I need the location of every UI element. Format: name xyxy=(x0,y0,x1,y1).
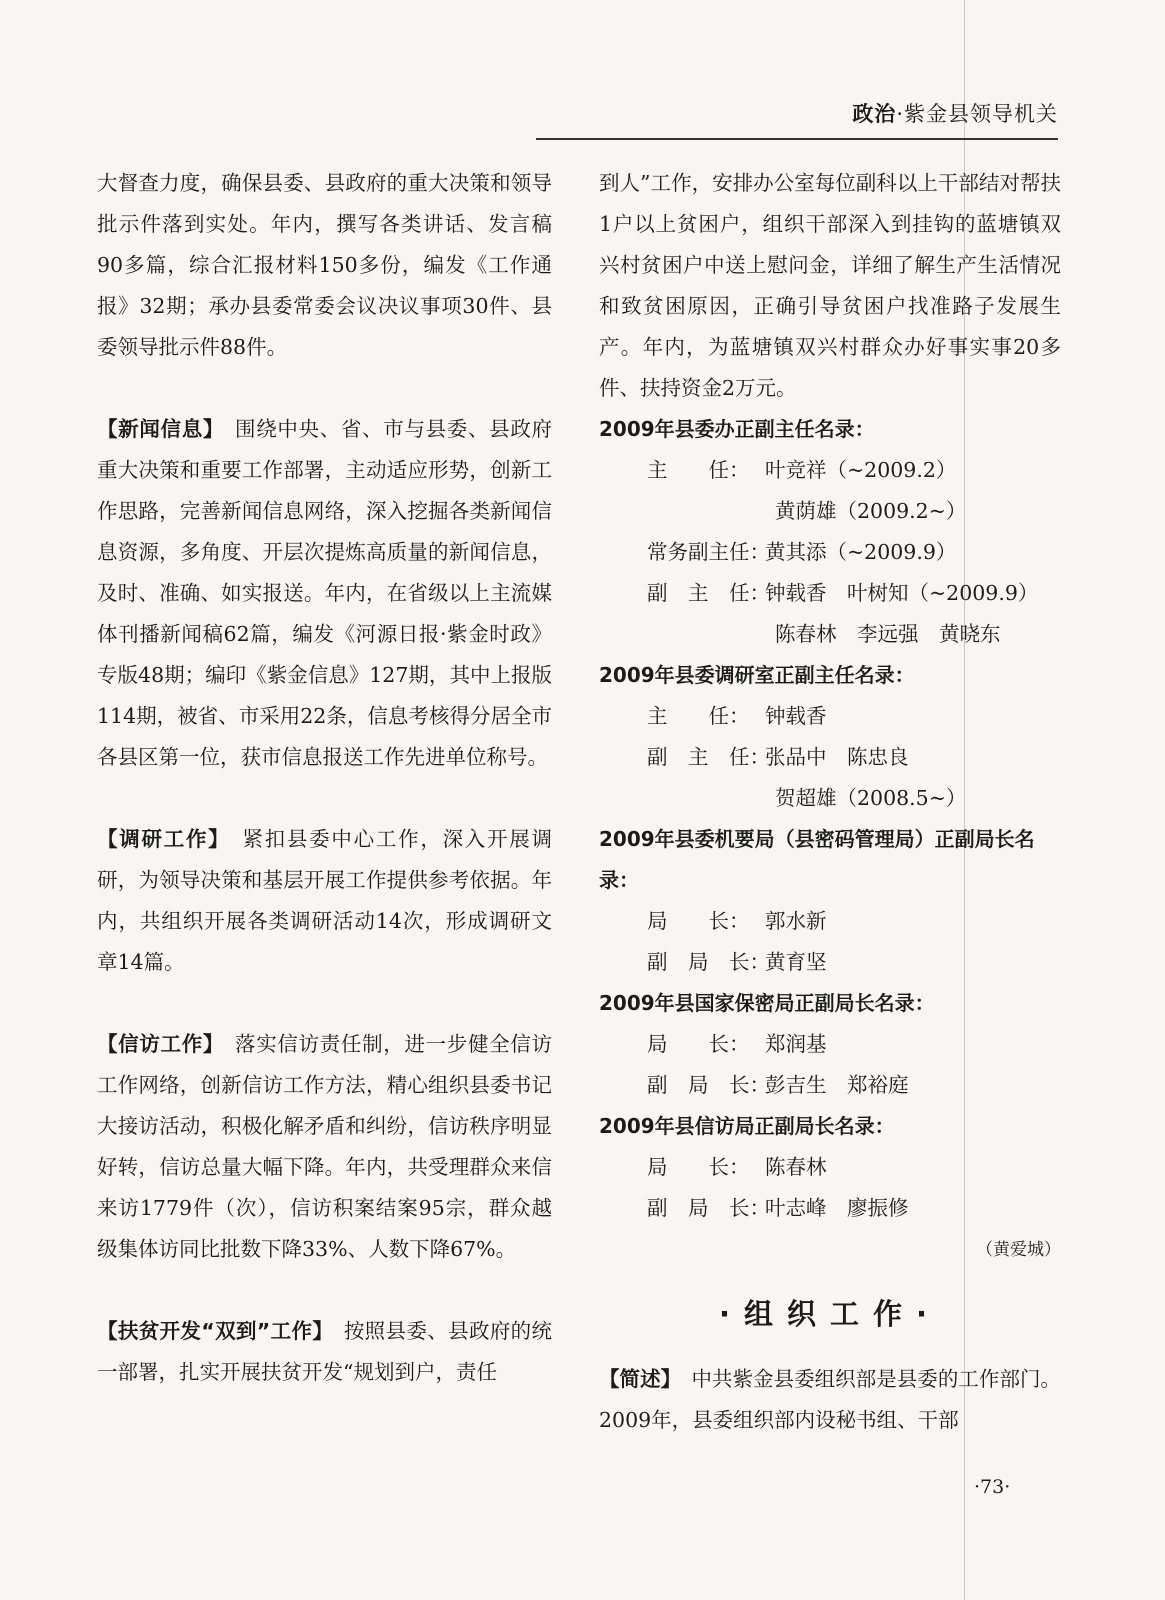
name-list-continued: 黄荫雄（2009.2~） xyxy=(775,499,967,523)
header-dot: · xyxy=(896,102,904,126)
list-entry xyxy=(599,1147,1061,1188)
list-entry xyxy=(599,696,1061,737)
name-list: 彭吉生 郑裕庭 xyxy=(765,1073,909,1097)
list-title: 2009年县信访局正副局长名录： xyxy=(599,1114,895,1138)
name-list: 叶志峰 廖振修 xyxy=(765,1196,909,1220)
name-list-continued: 贺超雄（2008.5~） xyxy=(775,786,967,810)
section-title: ·组织工作· xyxy=(718,1297,942,1331)
list-title: 2009年县委调研室正副主任名录： xyxy=(599,663,915,687)
right-column xyxy=(599,163,1061,1441)
list-entry xyxy=(599,1065,1061,1106)
name-list: 叶竞祥（~2009.2） xyxy=(765,458,957,482)
petition-heading: 【信访工作】 xyxy=(97,1032,214,1056)
paragraph-brief xyxy=(599,1359,1061,1441)
news-text: 围绕中央、省、市与县委、县政府重大决策和重要工作部署，主动适应形势，创新工作思路，完善新闻信息网络，深入挖掘各类新闻信息资源，多角度、开层次提炼高质量的新闻信息，及时、准确、如实报送。年内，在省级以上主流媒体刊播新闻稿62篇，编发《河源日报·紫金时政》专版48期；编印《紫金信息》127期，其中上报版114期，被省、市采用22条，信息考核得分居全市各县区第一位，获市信息报送工作先进单位称号。 xyxy=(97,417,553,769)
header-section: 政治 xyxy=(852,102,897,126)
news-heading: 【新闻信息】 xyxy=(97,417,214,441)
name-list: 陈春林 xyxy=(765,1155,827,1179)
list-entry xyxy=(599,532,1061,573)
name-list: 黄其添（~2009.9） xyxy=(765,540,957,564)
name-list: 郭水新 xyxy=(765,909,827,933)
brief-text: 中共紫金县委组织部是县委的工作部门。2009年，县委组织部内设秘书组、干部 xyxy=(599,1367,1062,1432)
header-rule xyxy=(536,138,1058,140)
role-label: 局 长： xyxy=(647,909,750,933)
left-column xyxy=(97,163,552,1393)
role-label: 主 任： xyxy=(647,704,750,728)
name-list: 钟载香 叶树知（~2009.9） xyxy=(765,581,1039,605)
role-label: 主 任： xyxy=(647,458,750,482)
list-title: 2009年县委机要局（县密码管理局）正副局长名录： xyxy=(599,827,1035,892)
role-label: 副 局 长： xyxy=(647,950,770,974)
header-subtitle: 紫金县领导机关 xyxy=(904,102,1058,126)
list-title: 2009年县国家保密局正副局长名录： xyxy=(599,991,935,1015)
name-list: 张品中 陈忠良 xyxy=(765,745,909,769)
role-label: 副 主 任： xyxy=(647,581,770,605)
list-entry xyxy=(599,450,1061,491)
list-entry xyxy=(599,1188,1061,1229)
page-number: ·73· xyxy=(974,1476,1011,1498)
role-label: 副 局 长： xyxy=(647,1073,770,1097)
name-list-continued: 陈春林 李远强 黄晓东 xyxy=(775,622,1001,646)
role-label: 局 长： xyxy=(647,1032,750,1056)
list-entry xyxy=(599,901,1061,942)
research-text: 紧扣县委中心工作，深入开展调研，为领导决策和基层开展工作提供参考依据。年内，共组织开展各类调研活动14次，形成调研文章14篇。 xyxy=(97,827,553,974)
petition-text: 落实信访责任制，进一步健全信访工作网络，创新信访工作方法，精心组织县委书记大接访活动，积极化解矛盾和纠纷，信访秩序明显好转，信访总量大幅下降。年内，共受理群众来信来访1779件（次），信访积案结案95宗，群众越级集体访同比批数下降33%、人数下降67%。 xyxy=(97,1032,553,1261)
running-header xyxy=(640,98,1058,128)
poverty-heading: 【扶贫开发“双到”工作】 xyxy=(97,1319,323,1343)
role-label: 局 长： xyxy=(647,1155,750,1179)
paragraph-continued-right: 到人”工作，安排办公室每位副科以上干部结对帮扶1户以上贫困户，组织干部深入到挂钩的蓝塘镇双兴村贫困户中送上慰问金，详细了解生产生活情况和致贫困原因，正确引导贫困户找准路子发展生产。年内，为蓝塘镇双兴村群众办好事实事20多件、扶持资金2万元。 xyxy=(599,171,1061,400)
research-heading: 【调研工作】 xyxy=(97,827,221,851)
list-entry xyxy=(599,737,1061,778)
paragraph-poverty xyxy=(97,1311,552,1393)
name-list: 黄育坚 xyxy=(765,950,827,974)
name-list: 钟载香 xyxy=(765,704,827,728)
list-entry xyxy=(599,942,1061,983)
role-label: 副 局 长： xyxy=(647,1196,770,1220)
name-list: 郑润基 xyxy=(765,1032,827,1056)
paragraph-news xyxy=(97,409,552,778)
poverty-text: 按照县委、县政府的统一部署，扎实开展扶贫开发“规划到户，责任 xyxy=(97,1319,553,1384)
paragraph-research xyxy=(97,819,552,983)
role-label: 副 主 任： xyxy=(647,745,770,769)
paragraph-continued: 大督查力度，确保县委、县政府的重大决策和领导批示件落到实处。年内，撰写各类讲话、发言稿90多篇，综合汇报材料150多份，编发《工作通报》32期；承办县委常委会议决议事项30件、县委领导批示件88件。 xyxy=(97,171,552,359)
list-title: 2009年县委办正副主任名录： xyxy=(599,417,875,441)
list-entry xyxy=(599,573,1061,614)
paragraph-petition xyxy=(97,1024,552,1270)
list-entry xyxy=(599,1024,1061,1065)
author-signature: （黄爱城） xyxy=(976,1240,1061,1260)
role-label: 常务副主任： xyxy=(647,540,770,564)
brief-heading: 【简述】 xyxy=(599,1367,671,1391)
